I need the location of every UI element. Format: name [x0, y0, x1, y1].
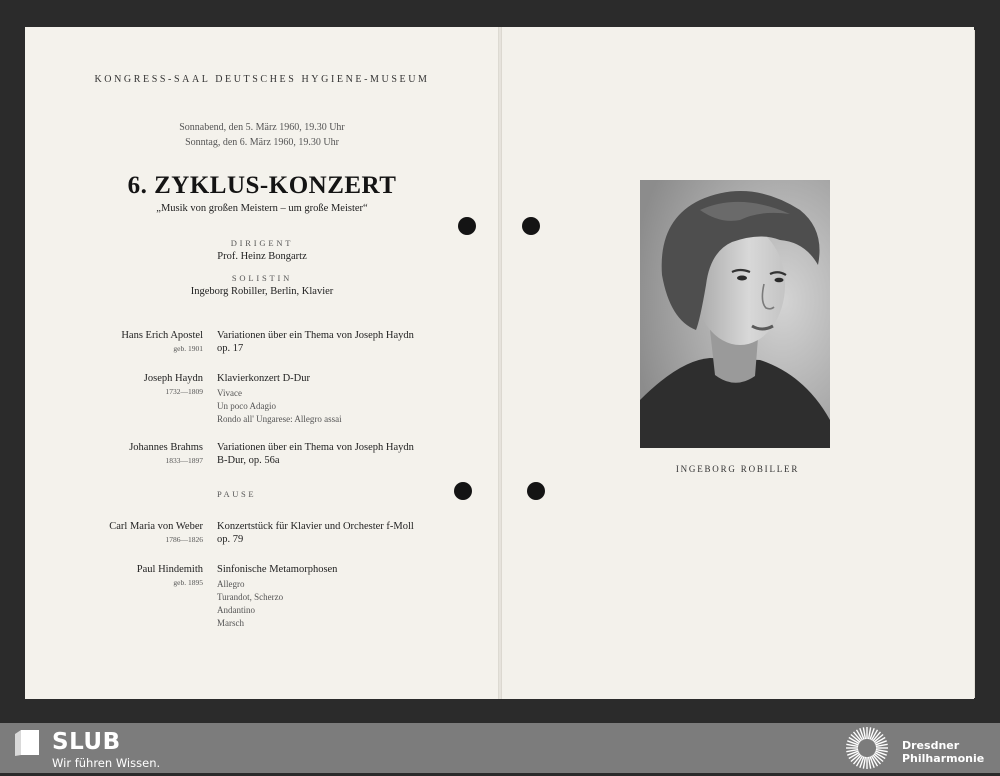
composer-dates: geb. 1895	[173, 578, 203, 587]
movement: Vivace	[217, 388, 242, 398]
work-title: B-Dur, op. 56a	[217, 455, 280, 466]
work-title: Klavierkonzert D-Dur	[217, 373, 311, 384]
movement: Un poco Adagio	[217, 401, 276, 411]
work-title: op. 17	[217, 343, 244, 354]
concert-date-2: Sonntag, den 6. März 1960, 19.30 Uhr	[185, 137, 339, 148]
composer-name: Johannes Brahms	[129, 442, 203, 453]
work-title: op. 79	[217, 534, 244, 545]
concert-date-1: Sonnabend, den 5. März 1960, 19.30 Uhr	[179, 122, 345, 133]
composer-name: Paul Hindemith	[136, 564, 203, 575]
orchestra-name-line-1: Dresdner	[902, 739, 960, 752]
composer-name: Joseph Haydn	[143, 373, 203, 384]
composer-name: Carl Maria von Weber	[109, 521, 203, 532]
work-title: Konzertstück für Klavier und Orchester f-Moll	[217, 521, 414, 532]
movement: Marsch	[217, 618, 244, 628]
pause-label: PAUSE	[217, 489, 257, 499]
soloist-name: Ingeborg Robiller, Berlin, Klavier	[190, 286, 334, 297]
composer-dates: geb. 1901	[173, 344, 203, 353]
slub-logo-text: SLUB	[52, 729, 121, 755]
slub-book-icon	[12, 728, 42, 763]
movement: Rondo all' Ungarese: Allegro assai	[217, 414, 342, 424]
movement: Andantino	[217, 605, 255, 615]
movement: Turandot, Scherzo	[217, 592, 284, 602]
punch-hole	[527, 482, 545, 500]
composer-dates: 1833—1897	[165, 456, 203, 465]
composer-name: Hans Erich Apostel	[121, 330, 203, 341]
soloist-label: SOLISTIN	[231, 273, 293, 283]
work-title: Variationen über ein Thema von Joseph Haydn	[217, 330, 414, 341]
punch-hole	[522, 217, 540, 235]
movement: Allegro	[217, 579, 245, 589]
concert-title: 6. ZYKLUS-KONZERT	[127, 172, 397, 199]
concert-subtitle: „Musik von großen Meistern – um große Meister“	[156, 203, 368, 214]
slub-tagline: Wir führen Wissen.	[52, 756, 161, 770]
work-title: Sinfonische Metamorphosen	[217, 564, 338, 575]
portrait-caption: INGEBORG ROBILLER	[675, 464, 800, 474]
punch-hole	[454, 482, 472, 500]
conductor-name: Prof. Heinz Bongartz	[217, 251, 307, 262]
orchestra-name-line-2: Philharmonie	[902, 752, 985, 765]
orchestra-name	[902, 739, 984, 765]
venue-heading: KONGRESS-SAAL DEUTSCHES HYGIENE-MUSEUM	[94, 74, 430, 85]
composer-dates: 1786—1826	[165, 535, 203, 544]
portrait-photo	[640, 180, 830, 448]
work-title: Variationen über ein Thema von Joseph Haydn	[217, 442, 414, 453]
composer-dates: 1732—1809	[165, 387, 203, 396]
conductor-label: DIRIGENT	[230, 238, 294, 248]
punch-hole	[458, 217, 476, 235]
dresdner-philharmonie-logo-icon	[842, 725, 892, 776]
